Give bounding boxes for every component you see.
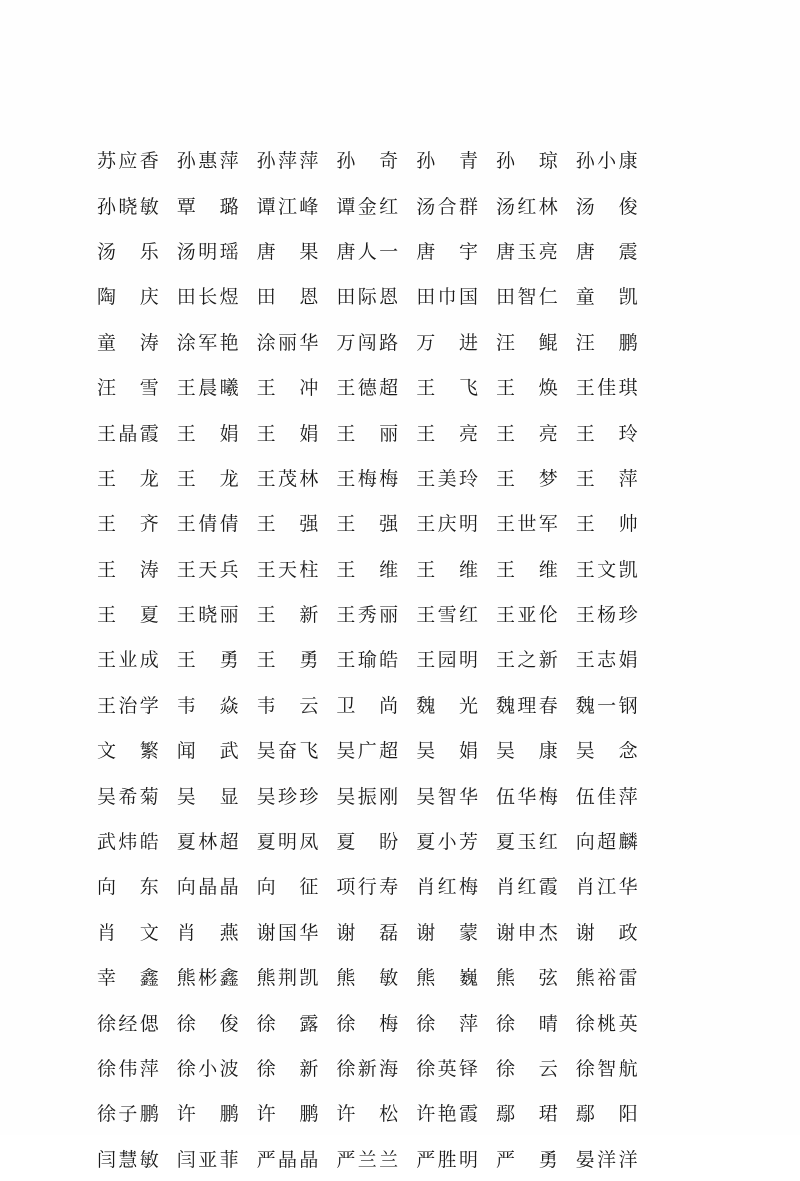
- person-name: 徐英铎: [416, 1058, 478, 1080]
- person-name: 汪 雪: [97, 377, 159, 400]
- person-name: 谢 蒙: [416, 921, 478, 944]
- person-name: 汪 鹏: [575, 331, 638, 354]
- person-name: 谢申杰: [495, 921, 558, 944]
- person-name: 王 冲: [256, 377, 319, 400]
- person-name: 王亚伦: [495, 604, 558, 627]
- person-name: 王业成: [97, 649, 159, 672]
- person-name: 王晓丽: [176, 604, 239, 627]
- person-name: 严 勇: [495, 1148, 558, 1171]
- person-name: 夏林超: [176, 831, 239, 854]
- person-name: 田长煜: [176, 286, 239, 309]
- person-name: 熊裕雷: [575, 967, 638, 990]
- person-name: 徐新海: [336, 1058, 399, 1080]
- person-name: 王 娟: [176, 422, 239, 445]
- name-row: [97, 137, 677, 182]
- person-name: 王世军: [495, 513, 558, 536]
- person-name: 徐 云: [495, 1058, 558, 1080]
- person-name: 肖江华: [575, 876, 638, 899]
- person-name: 童 涛: [97, 331, 159, 354]
- person-name: 魏 光: [416, 694, 478, 717]
- person-name: 熊 弦: [495, 967, 558, 990]
- person-name: 王 夏: [97, 604, 159, 627]
- person-name: 徐智航: [575, 1058, 638, 1080]
- person-name: 文 繁: [97, 740, 159, 763]
- person-name: 孙惠萍: [176, 150, 239, 173]
- person-name: 夏玉红: [495, 831, 558, 854]
- person-name: 唐玉亮: [495, 240, 558, 263]
- person-name: 肖 燕: [176, 921, 239, 944]
- person-name: 田智仁: [495, 286, 558, 309]
- name-list-grid: [97, 137, 677, 1181]
- person-name: 苏应香: [97, 150, 159, 173]
- person-name: 徐伟萍: [97, 1058, 159, 1080]
- person-name: 王 新: [256, 604, 319, 627]
- person-name: 孙 青: [416, 150, 478, 173]
- person-name: 熊彬鑫: [176, 967, 239, 990]
- name-row: [97, 863, 677, 908]
- person-name: 王庆明: [416, 513, 478, 536]
- name-row: [97, 1045, 677, 1090]
- person-name: 闫慧敏: [97, 1148, 159, 1171]
- person-name: 吴振刚: [336, 785, 399, 808]
- name-row: [97, 682, 677, 727]
- person-name: 谭金红: [336, 195, 399, 218]
- name-row: [97, 364, 677, 409]
- person-name: 卫 尚: [336, 694, 399, 717]
- person-name: 徐子鹏: [97, 1103, 159, 1126]
- person-name: 王 龙: [97, 467, 159, 490]
- person-name: 田巾国: [416, 286, 478, 309]
- person-name: 王 勇: [256, 649, 319, 672]
- person-name: 许 松: [336, 1103, 399, 1126]
- person-name: 王 娟: [256, 422, 319, 445]
- person-name: 肖红霞: [495, 876, 558, 899]
- name-row: [97, 500, 677, 545]
- person-name: 熊 敏: [336, 967, 399, 990]
- person-name: 王梅梅: [336, 467, 399, 490]
- person-name: 王 萍: [575, 467, 638, 490]
- person-name: 伍佳萍: [575, 785, 638, 808]
- person-name: 肖 文: [97, 921, 159, 944]
- person-name: 王志娟: [575, 649, 638, 672]
- person-name: 肖红梅: [416, 876, 478, 899]
- person-name: 孙晓敏: [97, 195, 159, 218]
- person-name: 孙萍萍: [256, 150, 319, 173]
- person-name: 徐 新: [256, 1058, 319, 1080]
- person-name: 吴珍珍: [256, 785, 319, 808]
- name-row: [97, 772, 677, 817]
- person-name: 向晶晶: [176, 876, 239, 899]
- person-name: 徐 晴: [495, 1012, 558, 1035]
- person-name: 覃 璐: [176, 195, 239, 218]
- person-name: 王倩倩: [176, 513, 239, 536]
- person-name: 吴 念: [575, 740, 638, 763]
- name-row: [97, 591, 677, 636]
- name-row: [97, 909, 677, 954]
- person-name: 汤 俊: [575, 195, 638, 218]
- name-row: [97, 1090, 677, 1135]
- person-name: 徐经偲: [97, 1012, 159, 1035]
- person-name: 韦 焱: [176, 694, 239, 717]
- person-name: 严晶晶: [256, 1148, 319, 1171]
- name-row: [97, 455, 677, 500]
- person-name: 吴 康: [495, 740, 558, 763]
- person-name: 孙 奇: [336, 150, 399, 173]
- person-name: 徐 梅: [336, 1012, 399, 1035]
- person-name: 魏一钢: [575, 694, 638, 717]
- person-name: 夏明凤: [256, 831, 319, 854]
- person-name: 王 玲: [575, 422, 638, 445]
- person-name: 王 亮: [416, 422, 478, 445]
- name-row: [97, 1136, 677, 1181]
- person-name: 吴 显: [176, 785, 239, 808]
- person-name: 田际恩: [336, 286, 399, 309]
- person-name: 汤明瑶: [176, 240, 239, 263]
- person-name: 田 恩: [256, 286, 319, 309]
- person-name: 严兰兰: [336, 1148, 399, 1171]
- person-name: 谢 磊: [336, 921, 399, 944]
- person-name: 王晶霞: [97, 422, 159, 445]
- person-name: 许 鹏: [176, 1103, 239, 1126]
- person-name: 汤 乐: [97, 240, 159, 263]
- person-name: 王 涛: [97, 558, 159, 581]
- person-name: 鄢 阳: [575, 1103, 638, 1126]
- name-row: [97, 228, 677, 273]
- person-name: 王文凯: [575, 558, 638, 581]
- person-name: 武炜皓: [97, 831, 159, 854]
- person-name: 唐人一: [336, 240, 399, 263]
- person-name: 闻 武: [176, 740, 239, 763]
- person-name: 鄢 珺: [495, 1103, 558, 1126]
- person-name: 王 维: [416, 558, 478, 581]
- person-name: 谭江峰: [256, 195, 319, 218]
- person-name: 孙小康: [575, 150, 638, 173]
- person-name: 闫亚菲: [176, 1148, 239, 1171]
- person-name: 吴奋飞: [256, 740, 319, 763]
- person-name: 王茂林: [256, 467, 319, 490]
- person-name: 王 飞: [416, 377, 478, 400]
- person-name: 伍华梅: [495, 785, 558, 808]
- person-name: 王 勇: [176, 649, 239, 672]
- name-row: [97, 319, 677, 364]
- person-name: 许艳霞: [416, 1103, 478, 1126]
- person-name: 汤合群: [416, 195, 478, 218]
- person-name: 陶 庆: [97, 286, 159, 309]
- person-name: 王雪红: [416, 604, 478, 627]
- person-name: 吴希菊: [97, 785, 159, 808]
- person-name: 王 龙: [176, 467, 239, 490]
- person-name: 徐 俊: [176, 1012, 239, 1035]
- person-name: 幸 鑫: [97, 967, 159, 990]
- person-name: 徐 萍: [416, 1012, 478, 1035]
- person-name: 王 丽: [336, 422, 399, 445]
- person-name: 熊荆凯: [256, 967, 319, 990]
- person-name: 唐 宇: [416, 240, 478, 263]
- person-name: 王 齐: [97, 513, 159, 536]
- name-row: [97, 546, 677, 591]
- person-name: 魏理春: [495, 694, 558, 717]
- person-name: 夏 盼: [336, 831, 399, 854]
- person-name: 徐桃英: [575, 1012, 638, 1035]
- person-name: 王德超: [336, 377, 399, 400]
- person-name: 徐 露: [256, 1012, 319, 1035]
- person-name: 王瑜皓: [336, 649, 399, 672]
- person-name: 吴广超: [336, 740, 399, 763]
- person-name: 王 强: [336, 513, 399, 536]
- person-name: 向超麟: [575, 831, 638, 854]
- person-name: 涂丽华: [256, 331, 319, 354]
- name-row: [97, 818, 677, 863]
- name-row: [97, 409, 677, 454]
- person-name: 汪 鲲: [495, 331, 558, 354]
- person-name: 严胜明: [416, 1148, 478, 1171]
- person-name: 王天柱: [256, 558, 319, 581]
- person-name: 王治学: [97, 694, 159, 717]
- person-name: 王 梦: [495, 467, 558, 490]
- name-row: [97, 954, 677, 999]
- person-name: 晏洋洋: [575, 1148, 638, 1171]
- person-name: 夏小芳: [416, 831, 478, 854]
- name-row: [97, 636, 677, 681]
- person-name: 童 凯: [575, 286, 638, 309]
- name-row: [97, 999, 677, 1044]
- person-name: 王杨珍: [575, 604, 638, 627]
- person-name: 王天兵: [176, 558, 239, 581]
- person-name: 万闯路: [336, 331, 399, 354]
- person-name: 唐 震: [575, 240, 638, 263]
- person-name: 王之新: [495, 649, 558, 672]
- person-name: 谢 政: [575, 921, 638, 944]
- person-name: 韦 云: [256, 694, 319, 717]
- person-name: 王美玲: [416, 467, 478, 490]
- person-name: 王 亮: [495, 422, 558, 445]
- name-row: [97, 182, 677, 227]
- person-name: 王佳琪: [575, 377, 638, 400]
- person-name: 涂军艳: [176, 331, 239, 354]
- person-name: 吴智华: [416, 785, 478, 808]
- person-name: 王 维: [495, 558, 558, 581]
- name-row: [97, 273, 677, 318]
- person-name: 王园明: [416, 649, 478, 672]
- person-name: 孙 琼: [495, 150, 558, 173]
- name-row: [97, 727, 677, 772]
- person-name: 王晨曦: [176, 377, 239, 400]
- person-name: 吴 娟: [416, 740, 478, 763]
- person-name: 王 焕: [495, 377, 558, 400]
- person-name: 万 进: [416, 331, 478, 354]
- person-name: 王 维: [336, 558, 399, 581]
- person-name: 向 征: [256, 876, 319, 899]
- person-name: 王秀丽: [336, 604, 399, 627]
- person-name: 许 鹏: [256, 1103, 319, 1126]
- person-name: 王 帅: [575, 513, 638, 536]
- person-name: 谢国华: [256, 921, 319, 944]
- person-name: 唐 果: [256, 240, 319, 263]
- person-name: 熊 巍: [416, 967, 478, 990]
- person-name: 王 强: [256, 513, 319, 536]
- person-name: 徐小波: [176, 1058, 239, 1080]
- person-name: 项行寿: [336, 876, 399, 899]
- person-name: 向 东: [97, 876, 159, 899]
- person-name: 汤红林: [495, 195, 558, 218]
